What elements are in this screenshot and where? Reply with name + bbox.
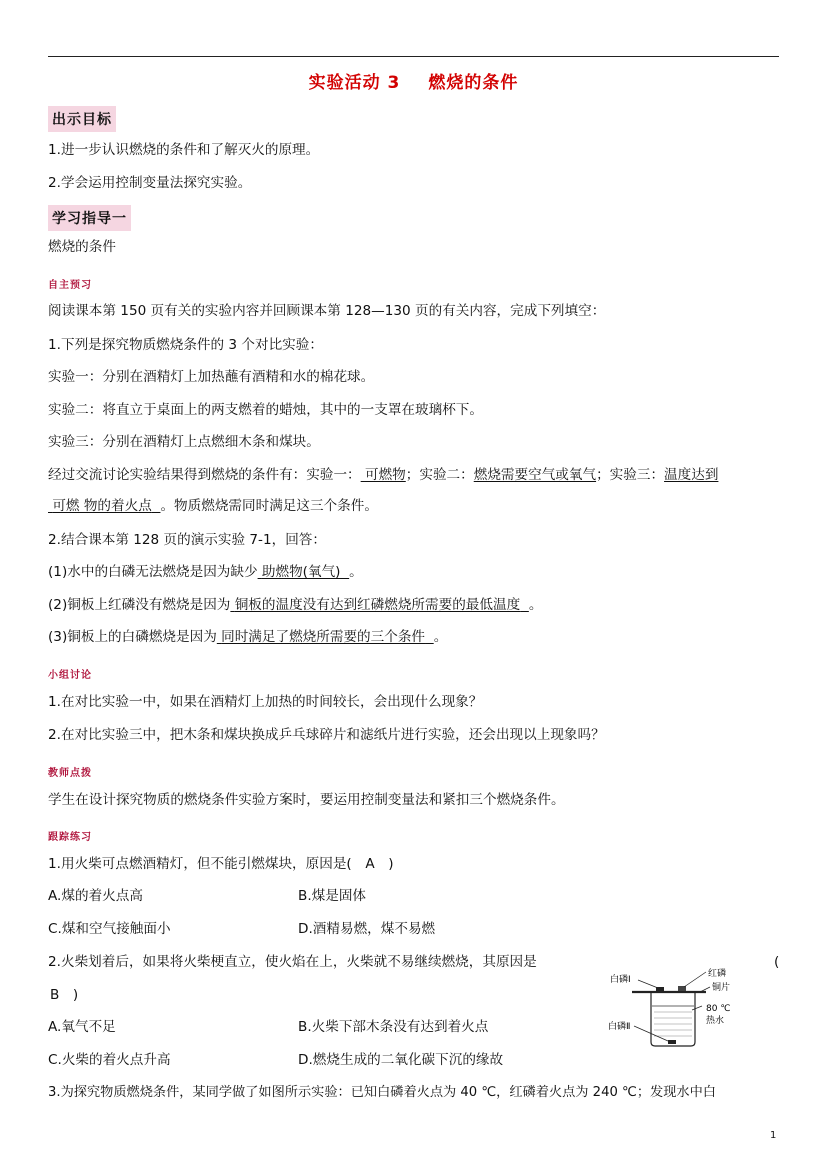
title-part1: 实验活动 3: [308, 73, 401, 93]
figure-label-white1: 白磷Ⅰ: [610, 975, 631, 985]
conclusion-text-b: ；实验二：: [405, 467, 474, 483]
experiment-2: 实验二：将直立于桌面上的两支燃着的蜡烛，其中的一支罩在玻璃杯下。: [48, 402, 483, 418]
conclusion-text-a: 经过交流讨论实验结果得到燃烧的条件有：实验一：: [48, 467, 361, 483]
preview-q2: 2.结合课本第 128 页的演示实验 7-1，回答：: [48, 532, 326, 548]
tag-discussion: 小组讨论: [48, 670, 92, 681]
practice-q1-option-c: C.煤和空气接触面小: [48, 921, 171, 937]
answer-3b: 可燃 物的着火点: [52, 498, 152, 514]
answer-3a: 温度达到: [664, 467, 719, 483]
figure-label-temp: 80 ℃: [706, 1004, 731, 1014]
figure-label-water: 热水: [706, 1016, 725, 1026]
q2-part3-answer: 同时满足了燃烧所需要的三个条件: [221, 629, 426, 645]
practice-q1: 1.用火柴可点燃酒精灯，但不能引燃煤块，原因是( A ): [48, 856, 394, 872]
beaker: [651, 992, 695, 1046]
q2-part1-answer: 助燃物(氧气): [261, 564, 341, 580]
page-number: 1: [770, 1130, 777, 1141]
water-hatching: [654, 1012, 692, 1036]
experiment-3: 实验三：分别在酒精灯上点燃细木条和煤块。: [48, 434, 320, 450]
practice-q2-option-b: B.火柴下部木条没有达到着火点: [298, 1019, 489, 1035]
practice-q2-paren: (: [774, 954, 780, 970]
q2-part2: (2)铜板上红磷没有燃烧是因为 铜板的温度没有达到红磷燃烧所需要的最低温度 。: [48, 597, 543, 613]
practice-q2-option-a: A.氧气不足: [48, 1019, 116, 1035]
answer-2: 燃烧需要空气或氧气: [473, 467, 597, 483]
figure-label-copper: 铜片: [712, 983, 731, 993]
preview-intro: 阅读课本第 150 页有关的实验内容并回顾课本第 128—130 页的有关内容，完成下列填空：: [48, 303, 606, 319]
practice-q2-option-d: D.燃烧生成的二氧化碳下沉的缘故: [298, 1052, 504, 1068]
conclusion-line: [48, 466, 718, 484]
practice-q3: 3.为探究物质燃烧条件，某同学做了如图所示实验：已知白磷着火点为 40 ℃，红磷着火点为 240 ℃；发现水中白: [48, 1085, 716, 1100]
q2-part3: (3)铜板上的白磷燃烧是因为 同时满足了燃烧所需要的三个条件 。: [48, 629, 448, 645]
discussion-1: 1.在对比实验一中，如果在酒精灯上加热的时间较长，会出现什么现象？: [48, 694, 483, 710]
goal-2: 2.学会运用控制变量法探究实验。: [48, 175, 252, 191]
practice-q2: 2.火柴划着后，如果将火柴梗直立，使火焰在上，火柴就不易继续燃烧，其原因是: [48, 954, 537, 970]
tips-text: 学生在设计探究物质的燃烧条件实验方案时，要运用控制变量法和紧扣三个燃烧条件。: [48, 792, 565, 808]
tag-preview: 自主预习: [48, 280, 92, 291]
q2-part2-answer: 铜板的温度没有达到红磷燃烧所需要的最低温度: [234, 597, 521, 613]
tag-tips: 教师点拨: [48, 768, 92, 779]
conclusion-text-d: 。物质燃烧需同时满足这三个条件。: [160, 498, 378, 514]
figure-label-red: 红磷: [708, 969, 727, 979]
goal-1: 1.进一步认识燃烧的条件和了解灭火的原理。: [48, 142, 320, 158]
section-badge-goals: 出示目标: [48, 106, 116, 132]
section-badge-guide: 学习指导一: [48, 205, 131, 231]
conclusion-line-2: [48, 497, 378, 515]
phosphorus-experiment-figure: [604, 962, 764, 1048]
practice-q2-answer: B ): [50, 987, 79, 1003]
conclusion-text-c: ；实验三：: [596, 467, 665, 483]
experiment-1: 实验一：分别在酒精灯上加热蘸有酒精和水的棉花球。: [48, 369, 375, 385]
practice-q2-option-c: C.火柴的着火点升高: [48, 1052, 171, 1068]
tag-practice: 跟踪练习: [48, 832, 92, 843]
page-title: [0, 68, 827, 93]
title-part2: 燃烧的条件: [428, 73, 519, 93]
preview-q1: 1.下列是探究物质燃烧条件的 3 个对比实验：: [48, 337, 323, 353]
practice-q1-option-b: B.煤是固体: [298, 888, 367, 904]
header-rule: [48, 56, 779, 57]
section-subtitle: 燃烧的条件: [48, 239, 116, 255]
white-phosphorus-2: [668, 1040, 676, 1044]
discussion-2: 2.在对比实验三中，把木条和煤块换成乒乓球碎片和滤纸片进行实验，还会出现以上现象吗？: [48, 727, 605, 743]
practice-q1-option-a: A.煤的着火点高: [48, 888, 143, 904]
practice-q1-option-d: D.酒精易燃，煤不易燃: [298, 921, 436, 937]
q2-part1: (1)水中的白磷无法燃烧是因为缺少 助燃物(氧气) 。: [48, 564, 363, 580]
answer-1: 可燃物: [364, 467, 406, 483]
figure-label-white2: 白磷Ⅱ: [608, 1022, 631, 1032]
